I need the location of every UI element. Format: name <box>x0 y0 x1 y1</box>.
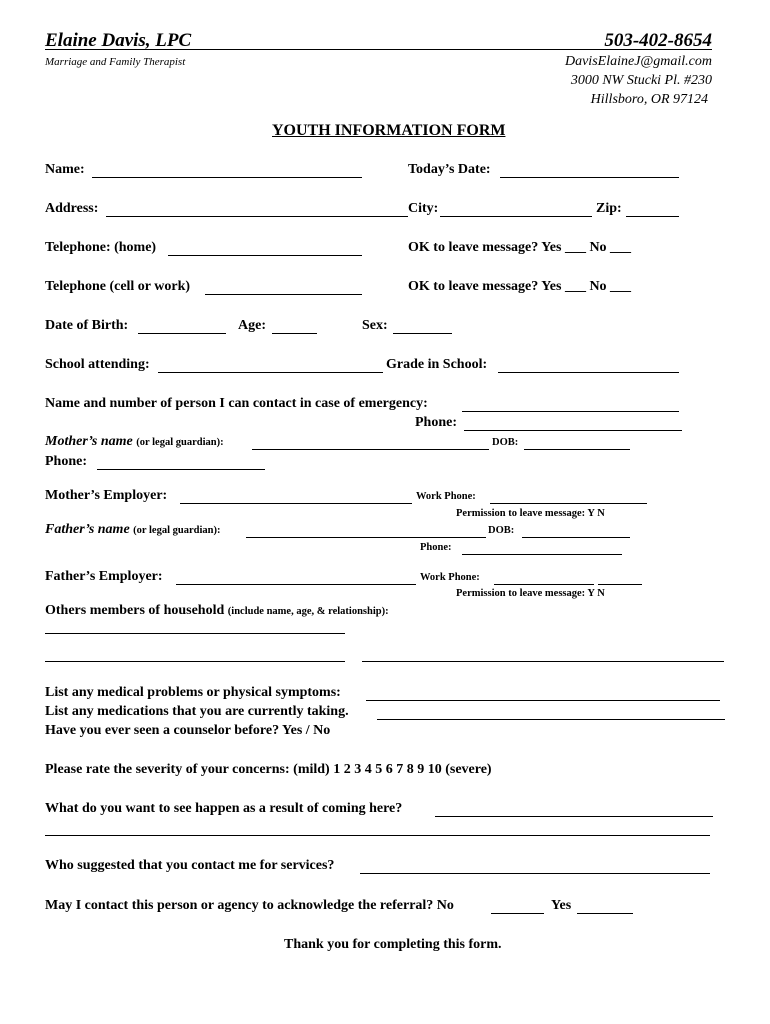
outcome-label: What do you want to see happen as a result of coming here? <box>45 801 403 816</box>
sex-label: Sex: <box>362 318 388 333</box>
zip-field[interactable] <box>626 216 679 217</box>
thank-you-note: Thank you for completing this form. <box>284 937 502 952</box>
emergency-label: Name and number of person I can contact in case of emergency: <box>45 396 428 411</box>
father-guardian-note: (or legal guardian): <box>133 525 221 536</box>
mother-phone-label: Phone: <box>45 454 87 469</box>
suggested-field[interactable] <box>360 873 710 874</box>
medical-field[interactable] <box>366 700 720 701</box>
household-label: Others members of household <box>45 603 225 618</box>
mother-dob-field[interactable] <box>524 449 630 450</box>
tel-home-field[interactable] <box>168 255 362 256</box>
grade-label: Grade in School: <box>386 357 488 372</box>
header-address-line2: Hillsboro, OR 97124 <box>590 92 708 107</box>
medications-field[interactable] <box>377 719 725 720</box>
today-date-field[interactable] <box>500 177 679 178</box>
father-dob-label: DOB: <box>488 525 515 536</box>
father-name-field[interactable] <box>246 537 486 538</box>
emergency-phone-label: Phone: <box>415 415 458 430</box>
father-permission[interactable]: Permission to leave message: Y N <box>456 588 605 599</box>
mother-phone-field[interactable] <box>97 469 265 470</box>
mother-work-phone-label: Work Phone: <box>416 491 476 502</box>
age-field[interactable] <box>272 333 317 334</box>
father-work-phone-field-2[interactable] <box>598 584 642 585</box>
father-employer-field[interactable] <box>176 584 416 585</box>
father-phone-label: Phone: <box>420 542 452 553</box>
zip-label: Zip: <box>596 201 622 216</box>
outcome-field-2[interactable] <box>45 835 710 836</box>
father-phone-field[interactable] <box>462 554 622 555</box>
mother-name-field[interactable] <box>252 449 489 450</box>
name-field[interactable] <box>92 177 362 178</box>
mother-guardian-note: (or legal guardian): <box>136 437 224 448</box>
suggested-label: Who suggested that you contact me for services? <box>45 858 335 873</box>
mother-permission[interactable]: Permission to leave message: Y N <box>456 508 605 519</box>
sex-field[interactable] <box>393 333 452 334</box>
mother-work-phone-field[interactable] <box>490 503 647 504</box>
today-date-label: Today’s Date: <box>408 162 491 177</box>
father-dob-field[interactable] <box>522 537 630 538</box>
header-email: DavisElaineJ@gmail.com <box>564 54 712 69</box>
mother-name-row <box>45 435 224 449</box>
tel-cell-field[interactable] <box>205 294 362 295</box>
emergency-phone-field[interactable] <box>464 430 682 431</box>
school-field[interactable] <box>158 372 383 373</box>
counselor-question[interactable]: Have you ever seen a counselor before? Yes / No <box>45 723 331 738</box>
mother-employer-label: Mother’s Employer: <box>45 488 168 503</box>
referral-no-field[interactable] <box>491 913 544 914</box>
father-name-label: Father’s name <box>45 522 130 537</box>
tel-home-label: Telephone: (home) <box>45 240 157 255</box>
father-work-phone-label: Work Phone: <box>420 572 480 583</box>
city-field[interactable] <box>440 216 592 217</box>
ok-message-1[interactable]: OK to leave message? Yes ___ No ___ <box>408 240 632 255</box>
tel-cell-label: Telephone (cell or work) <box>45 279 191 294</box>
medical-label: List any medical problems or physical symptoms: <box>45 685 341 700</box>
address-field[interactable] <box>106 216 408 217</box>
emergency-phone-text: Phone <box>415 415 453 430</box>
therapist-title: Marriage and Family Therapist <box>45 56 186 68</box>
medications-label: List any medications that you are currently taking. <box>45 704 349 719</box>
city-label: City: <box>408 201 439 216</box>
school-label: School attending: <box>45 357 150 372</box>
household-field-1[interactable] <box>45 633 345 634</box>
form-title: YOUTH INFORMATION FORM <box>272 122 506 139</box>
household-field-3[interactable] <box>362 661 724 662</box>
dob-label: Date of Birth: <box>45 318 129 333</box>
severity-scale[interactable]: Please rate the severity of your concerns: (mild) 1 2 3 4 5 6 7 8 9 10 (severe) <box>45 762 492 777</box>
outcome-field-1[interactable] <box>435 816 713 817</box>
dob-field[interactable] <box>138 333 226 334</box>
referral-yes-label: Yes <box>551 898 572 913</box>
household-row <box>45 604 389 618</box>
household-note: (include name, age, & relationship): <box>227 606 389 617</box>
father-employer-label: Father’s Employer: <box>45 569 163 584</box>
header-phone: 503-402-8654 <box>604 30 712 51</box>
therapist-name: Elaine Davis, LPC <box>45 30 192 51</box>
header-address-line1: 3000 NW Stucki Pl. #230 <box>570 73 712 88</box>
father-work-phone-field-1[interactable] <box>494 584 594 585</box>
father-name-row <box>45 523 220 537</box>
referral-label: May I contact this person or agency to acknowledge the referral? No <box>45 898 454 913</box>
name-label: Name: <box>45 162 85 177</box>
header-rule <box>45 49 712 50</box>
emergency-field[interactable] <box>462 411 679 412</box>
ok-message-2[interactable]: OK to leave message? Yes ___ No ___ <box>408 279 632 294</box>
mother-dob-label: DOB: <box>492 437 519 448</box>
grade-field[interactable] <box>498 372 679 373</box>
household-field-2[interactable] <box>45 661 345 662</box>
referral-yes-field[interactable] <box>577 913 633 914</box>
mother-name-label: Mother’s name <box>45 434 133 449</box>
age-label: Age: <box>238 318 266 333</box>
mother-employer-field[interactable] <box>180 503 412 504</box>
address-label: Address: <box>45 201 99 216</box>
